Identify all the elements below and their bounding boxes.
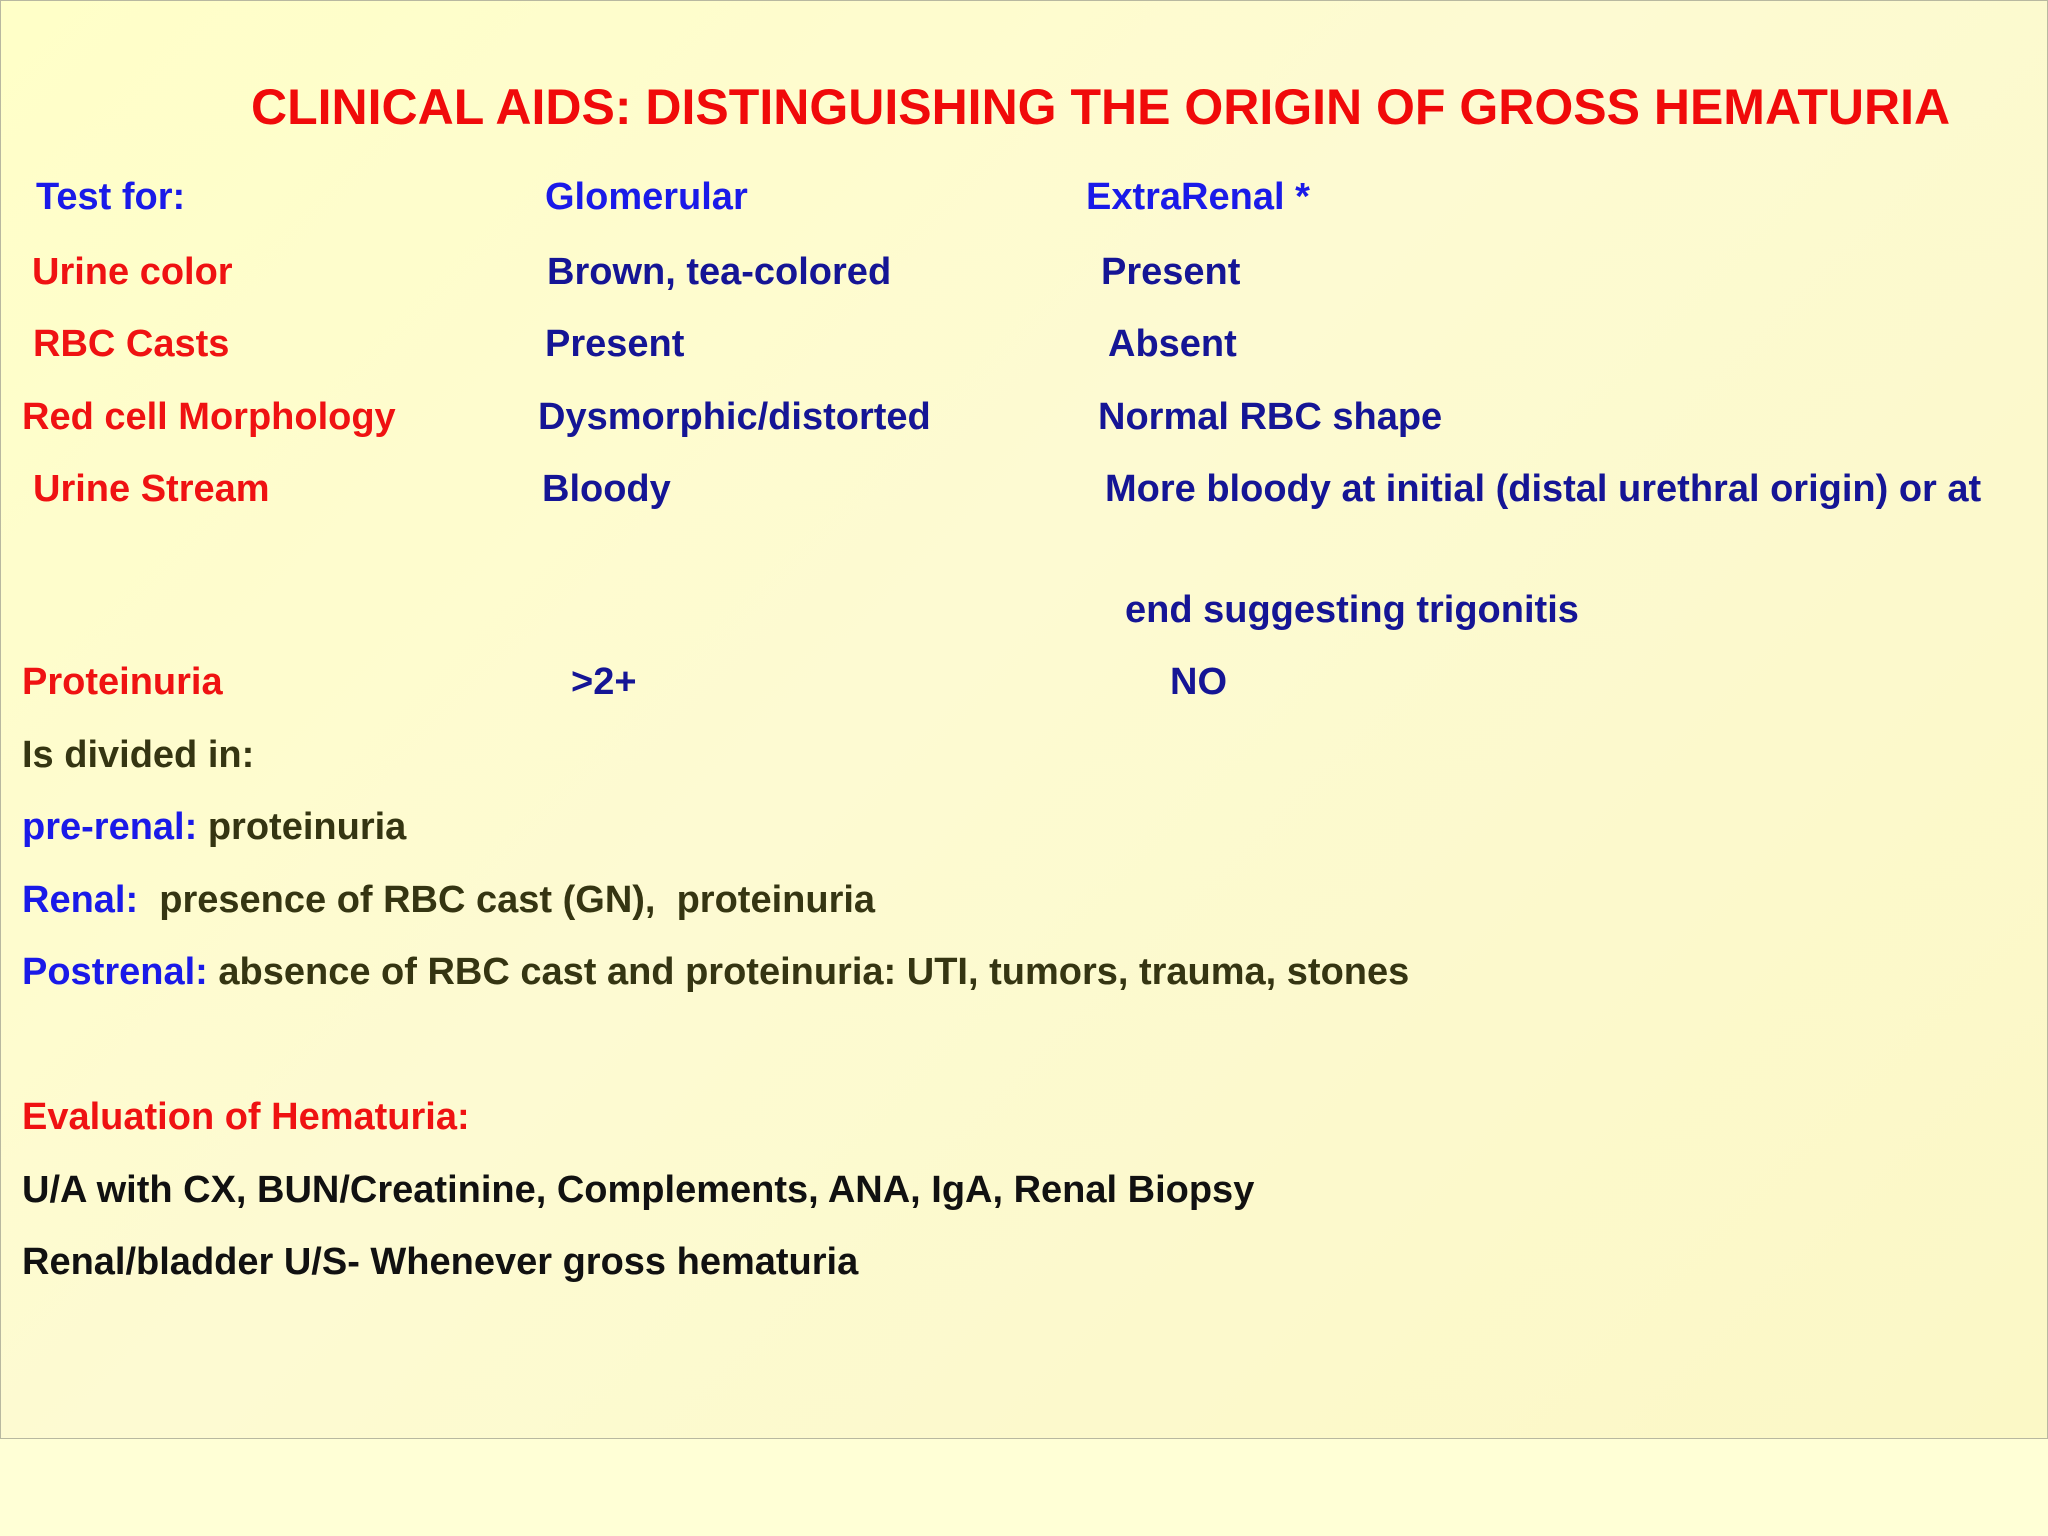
divided-postrenal-label: Postrenal: — [22, 951, 208, 993]
row-urine-color-label: Urine color — [32, 251, 233, 293]
evaluation-line-2: Renal/bladder U/S- Whenever gross hematuria — [22, 1241, 859, 1283]
divided-postrenal-text: absence of RBC cast and proteinuria: UTI, tumors, trauma, stones — [207, 951, 1410, 993]
divided-prerenal-label: pre-renal: — [22, 806, 198, 848]
row-rbc-casts-label: RBC Casts — [33, 323, 230, 365]
row-morphology-extrarenal: Normal RBC shape — [1098, 396, 1443, 438]
row-morphology-glomerular: Dysmorphic/distorted — [538, 396, 931, 438]
divided-renal-label: Renal: — [22, 879, 139, 921]
divided-heading: Is divided in: — [22, 734, 255, 776]
row-proteinuria-label: Proteinuria — [22, 661, 223, 703]
divided-prerenal — [22, 804, 406, 850]
divided-renal — [22, 877, 875, 923]
evaluation-line-1: U/A with CX, BUN/Creatinine, Complements, ANA, IgA, Renal Biopsy — [22, 1169, 1255, 1211]
row-urine-stream-glomerular: Bloody — [542, 468, 671, 510]
row-urine-color-glomerular: Brown, tea-colored — [547, 251, 892, 293]
divided-prerenal-text: proteinuria — [197, 806, 407, 848]
row-proteinuria-extrarenal: NO — [1170, 661, 1227, 703]
header-extrarenal: ExtraRenal * — [1086, 176, 1310, 218]
row-urine-stream-extrarenal-cont: end suggesting trigonitis — [1125, 589, 1579, 631]
header-test-for: Test for: — [36, 176, 186, 218]
header-glomerular: Glomerular — [545, 176, 748, 218]
row-urine-stream-label: Urine Stream — [33, 468, 270, 510]
row-rbc-casts-extrarenal: Absent — [1108, 323, 1237, 365]
row-rbc-casts-glomerular: Present — [545, 323, 685, 365]
divided-renal-text: presence of RBC cast (GN), proteinuria — [138, 879, 876, 921]
row-urine-color-extrarenal: Present — [1101, 251, 1241, 293]
slide-title: CLINICAL AIDS: DISTINGUISHING THE ORIGIN OF GROSS HEMATURIA — [251, 79, 1951, 135]
evaluation-heading: Evaluation of Hematuria: — [22, 1096, 470, 1138]
divided-postrenal — [22, 949, 1409, 995]
row-urine-stream-extrarenal: More bloody at initial (distal urethral origin) or at — [1105, 468, 1982, 510]
row-morphology-label: Red cell Morphology — [22, 396, 396, 438]
row-proteinuria-glomerular: >2+ — [571, 661, 637, 703]
